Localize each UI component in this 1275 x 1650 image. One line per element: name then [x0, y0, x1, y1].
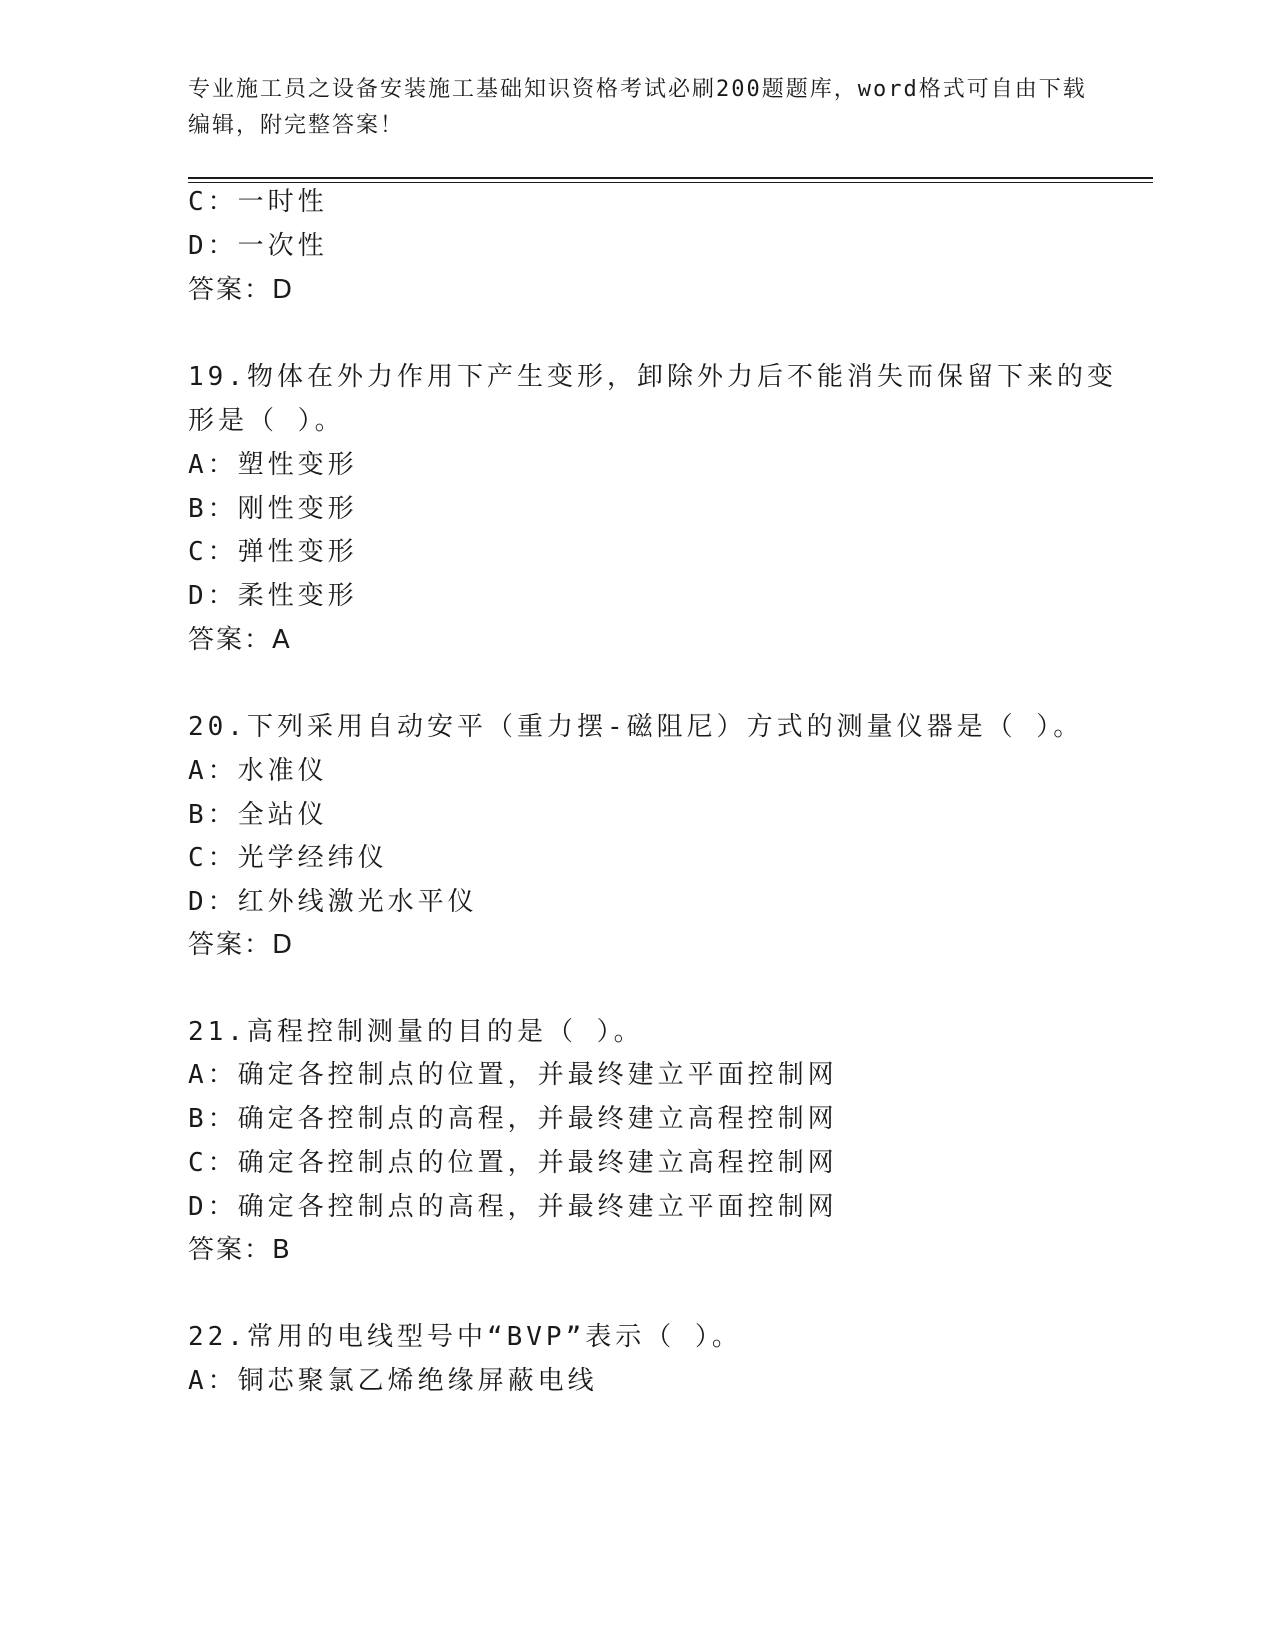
option-a	[188, 1361, 598, 1401]
option-d	[188, 576, 358, 616]
option-text: 刚性变形	[237, 494, 358, 524]
option-c	[188, 1143, 838, 1183]
option-label: D：	[188, 581, 238, 611]
option-label: A：	[188, 756, 238, 786]
option-d	[188, 226, 328, 266]
option-a	[188, 445, 358, 485]
header-rule-thick	[188, 177, 1153, 179]
option-a	[188, 1055, 838, 1095]
answer-line: 答案：B	[188, 1235, 292, 1265]
option-text: 全站仪	[237, 800, 328, 830]
option-label: C：	[188, 537, 238, 567]
answer-line: 答案：D	[188, 275, 295, 305]
option-label: B：	[188, 800, 238, 830]
option-label: C：	[188, 843, 238, 873]
question-22-stem: 22.常用的电线型号中“BVP”表示（ ）。	[188, 1322, 742, 1352]
option-text: 确定各控制点的位置，并最终建立高程控制网	[237, 1148, 838, 1178]
option-b	[188, 489, 358, 529]
option-d	[188, 1187, 838, 1227]
option-d	[188, 882, 478, 922]
option-label: C：	[188, 187, 238, 217]
question-21-stem: 21.高程控制测量的目的是（ ）。	[188, 1017, 644, 1047]
option-text: 确定各控制点的高程，并最终建立平面控制网	[237, 1192, 838, 1222]
option-text: 柔性变形	[237, 581, 358, 611]
option-text: 铜芯聚氯乙烯绝缘屏蔽电线	[237, 1366, 598, 1396]
option-text: 塑性变形	[237, 450, 358, 480]
option-text: 弹性变形	[237, 537, 358, 567]
option-text: 一时性	[237, 187, 328, 217]
option-c	[188, 532, 358, 572]
option-text: 水准仪	[237, 756, 328, 786]
answer-line: 答案：A	[188, 625, 292, 655]
question-20-stem: 20.下列采用自动安平（重力摆-磁阻尼）方式的测量仪器是（ ）。	[188, 712, 1084, 742]
answer-line: 答案：D	[188, 930, 295, 960]
option-text: 红外线激光水平仪	[237, 887, 478, 917]
header-rule-thin	[188, 182, 1153, 183]
option-a	[188, 751, 328, 791]
option-text: 确定各控制点的位置，并最终建立平面控制网	[237, 1060, 838, 1090]
option-label: B：	[188, 1104, 238, 1134]
option-text: 光学经纬仪	[237, 843, 388, 873]
option-b	[188, 795, 328, 835]
option-text: 一次性	[237, 231, 328, 261]
option-text: 确定各控制点的高程，并最终建立高程控制网	[237, 1104, 838, 1134]
option-c	[188, 838, 388, 878]
option-b	[188, 1099, 838, 1139]
option-label: B：	[188, 494, 238, 524]
option-label: D：	[188, 887, 238, 917]
option-c	[188, 182, 328, 222]
option-label: C：	[188, 1148, 238, 1178]
option-label: A：	[188, 450, 238, 480]
option-label: D：	[188, 1192, 238, 1222]
question-19-stem: 19.物体在外力作用下产生变形，卸除外力后不能消失而保留下来的变	[188, 362, 1117, 392]
option-label: A：	[188, 1366, 238, 1396]
question-19-stem-cont: 形是（ ）。	[188, 406, 345, 436]
option-label: D：	[188, 231, 238, 261]
document-header: 专业施工员之设备安装施工基础知识资格考试必刷200题题库，word格式可自由下载编辑，附完整答案！	[188, 77, 1087, 138]
option-label: A：	[188, 1060, 238, 1090]
